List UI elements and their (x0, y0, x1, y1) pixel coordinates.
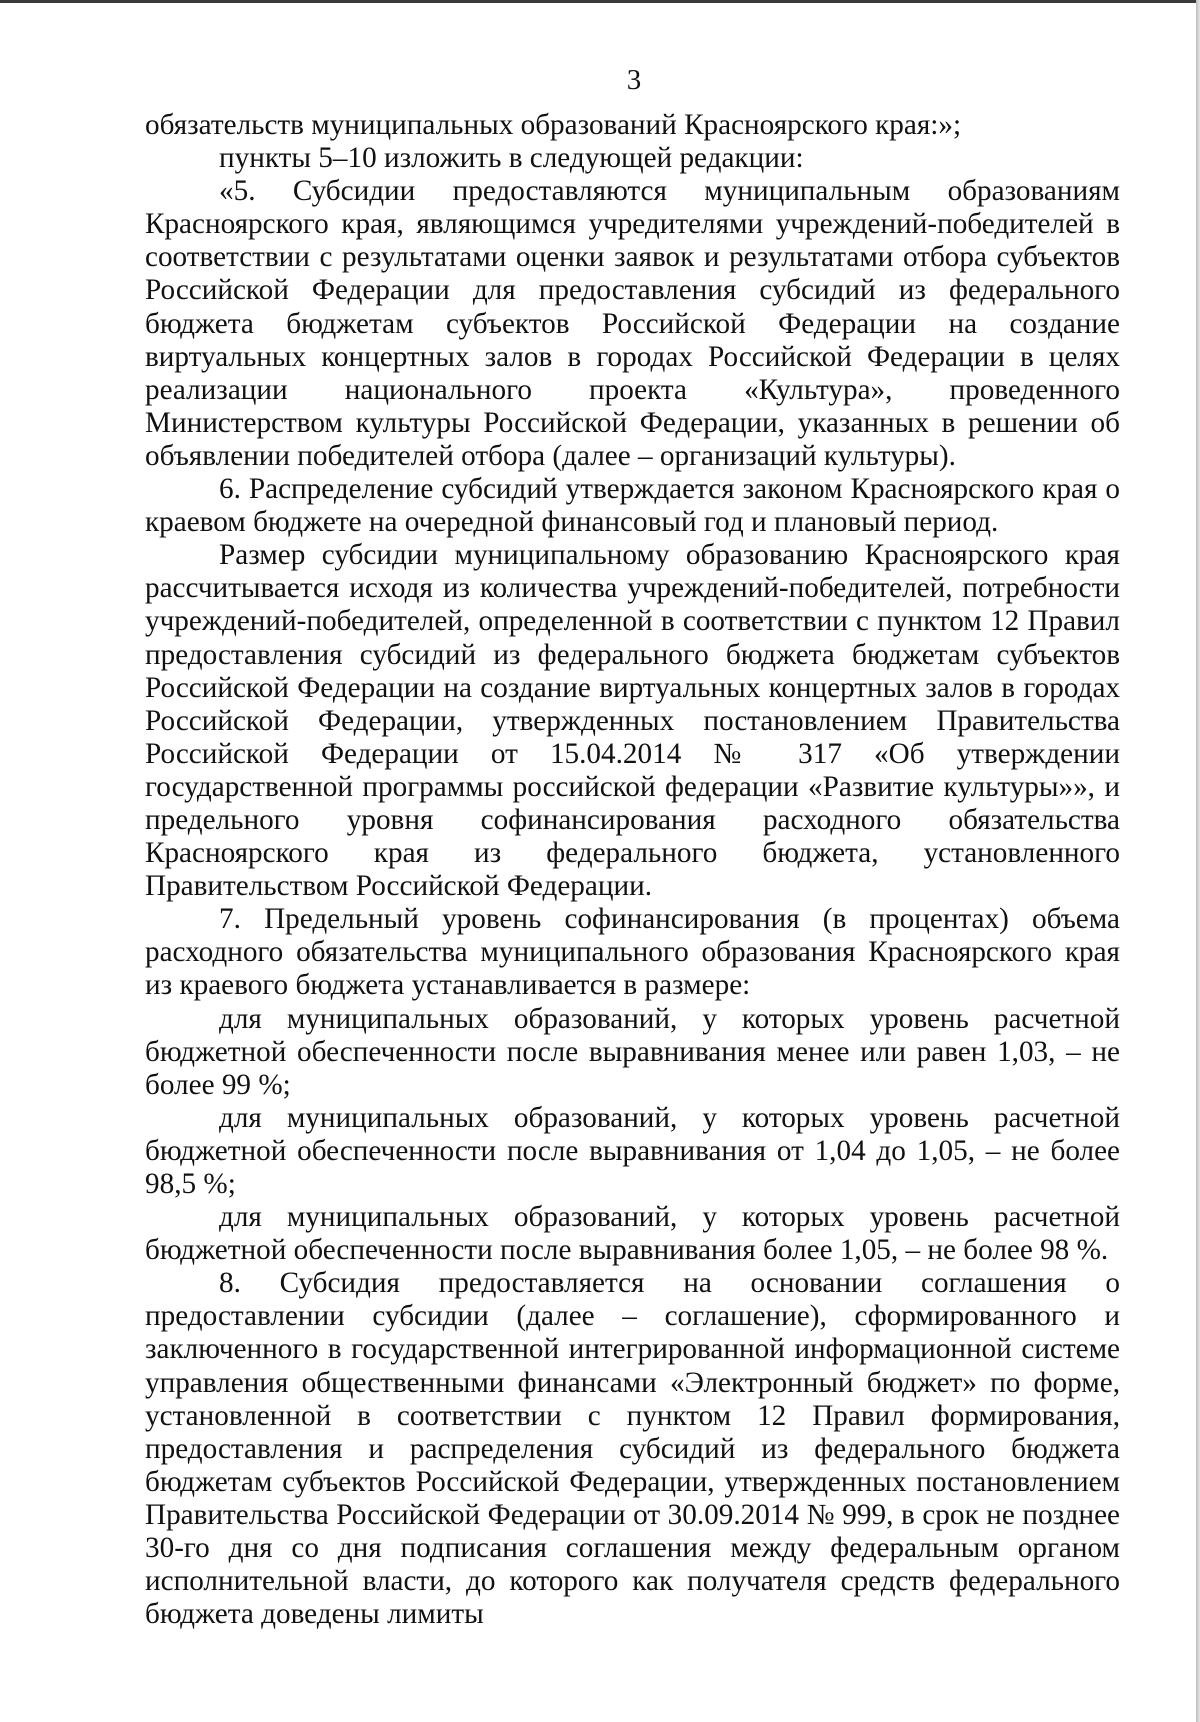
paragraph: для муниципальных образований, у которых уровень расчетной бюджетной обеспеченности после выравнивания от 1,04 до 1,05, – не более 98,5 %; (145, 1101, 1120, 1200)
paragraph-clause-8: 8. Субсидия предоставляется на основании соглашения о предоставлении субсидии (далее – соглашение), сформированного и заключенного в государственной интегрированной информационной системе управления общественными финансами «Электронный бюджет» по форме, установленной в соответствии с пунктом 12 Правил формирования, предоставления и распределения субсидий из федерального бюджета бюджетам субъектов Российской Федерации, утвержденных постановлением Правительства Российской Федерации от 30.09.2014 № 999, в срок не позднее 30-го дня со дня подписания соглашения между федеральным органом исполнительной власти, до которого как получателя средств федерального бюджета доведены лимиты (145, 1267, 1120, 1631)
page-number: 3 (626, 64, 642, 96)
paragraph: Размер субсидии муниципальному образованию Красноярского края рассчитывается исходя из количества учреждений-победителей, потребности учреждений-победителей, определенной в соответствии с пунктом 12 Правил предоставления субсидий из федерального бюджета бюджетам субъектов Российской Федерации на создание виртуальных концертных залов в городах Российской Федерации, утвержденных постановлением Правительства Российской Федерации от 15.04.2014 № 317 «Об утверждении государственной программы российской федерации «Развитие культуры»», и предельного уровня софинансирования расходного обязательства Красноярского края из федерального бюджета, установленного Правительством Российской Федерации. (145, 539, 1120, 903)
paragraph-clause-6: 6. Распределение субсидий утверждается законом Красноярского края о краевом бюджете на очередной финансовый год и плановый период. (145, 473, 1120, 539)
paragraph-clause-7: 7. Предельный уровень софинансирования (в процентах) объема расходного обязательства муниципального образования Красноярского края из краевого бюджета устанавливается в размере: (145, 903, 1120, 1002)
paragraph: для муниципальных образований, у которых уровень расчетной бюджетной обеспеченности после выравнивания менее или равен 1,03, – не более 99 %; (145, 1002, 1120, 1101)
paragraph-clause-5: «5. Субсидии предоставляются муниципальным образованиям Красноярского края, являющимся учредителями учреждений-победителей в соответствии с результатами оценки заявок и результатами отбора субъектов Российской Федерации для предоставления субсидий из федерального бюджета бюджетам субъектов Российской Федерации на создание виртуальных концертных залов в городах Российской Федерации в целях реализации национального проекта «Культура», проведенного Министерством культуры Российской Федерации, указанных в решении об объявлении победителей отбора (далее – организаций культуры). (145, 175, 1120, 472)
scan-top-edge (0, 0, 1200, 3)
paragraph: пункты 5–10 изложить в следующей редакции: (219, 142, 804, 175)
document-body (145, 109, 1120, 1631)
paragraph: для муниципальных образований, у которых уровень расчетной бюджетной обеспеченности после выравнивания более 1,05, – не более 98 %. (145, 1201, 1120, 1267)
scan-right-edge (1196, 0, 1200, 1722)
paragraph: обязательств муниципальных образований Красноярского края:»; (145, 109, 962, 141)
